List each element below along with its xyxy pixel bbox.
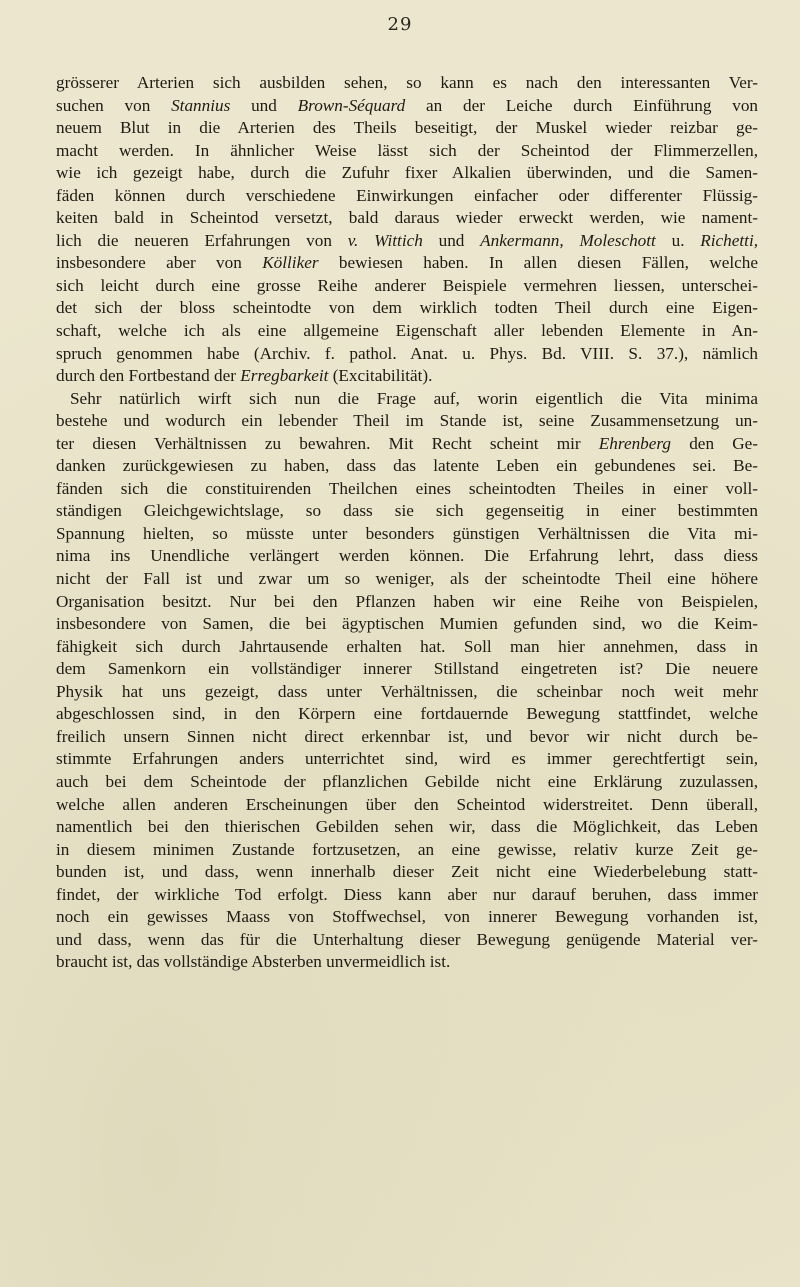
text-line [56,162,758,185]
text-line [56,839,758,862]
text-segment: Sehr natürlich wirft sich nun die Frage auf, worin eigentlich die Vita minima [70,388,758,408]
text-segment: noch ein gewisses Maass von Stoffwechsel, von innerer Bewegung vorhanden ist, [56,907,758,927]
text-line [56,72,758,95]
text-segment: an der Leiche durch Einführung von [405,95,759,115]
text-segment: spruch genommen habe (Archiv. f. pathol. Anat. u. Phys. Bd. VIII. S. 37.), nämlich [56,343,758,363]
italic-name: Kölliker [262,253,319,273]
text-segment: abgeschlossen sind, in den Körpern eine fortdauernde Bewegung stattfindet, welche [56,704,758,724]
text-line [56,906,758,929]
italic-name: Brown-Séquard [297,95,406,115]
italic-name: Ankermann, Moleschott [480,230,656,250]
text-segment: fäden können durch verschiedene Einwirkungen einfacher oder differenter Flüssig- [56,185,758,205]
text-segment: wie ich gezeigt habe, durch die Zufuhr fixer Alkalien überwinden, und die Samen- [56,163,758,183]
body-text [56,72,758,974]
text-segment: Physik hat uns gezeigt, dass unter Verhältnissen, die scheinbar noch weit mehr [56,681,758,701]
text-line [56,500,758,523]
text-line [56,861,758,884]
paragraph [56,72,758,388]
text-line [56,884,758,907]
italic-name: Stannius [171,95,231,115]
italic-name: Erregbarkeit [240,366,329,386]
text-line [56,433,758,456]
text-line [56,794,758,817]
text-line [56,343,758,366]
text-line [56,703,758,726]
text-line [56,771,758,794]
text-line [56,455,758,478]
text-segment: bewiesen haben. In allen diesen Fällen, welche [318,253,758,273]
text-line [56,545,758,568]
text-segment: den Ge- [671,433,758,453]
text-segment: auch bei dem Scheintode der pflanzlichen Gebilde nicht eine Erklärung zuzulassen, [56,771,758,791]
text-segment: insbesondere aber von [56,253,263,273]
text-segment: nima ins Unendliche verlängert werden können. Die Erfahrung lehrt, dass diess [56,546,758,566]
text-line [56,681,758,704]
text-segment: und [422,230,481,250]
text-line [56,726,758,749]
text-segment: dem Samenkorn ein vollständiger innerer Stillstand eingetreten ist? Die neuere [56,659,758,679]
text-line [56,185,758,208]
text-line [56,636,758,659]
text-segment: welche allen anderen Erscheinungen über den Scheintod widerstreitet. Denn überall, [56,794,758,814]
text-segment: nicht der Fall ist und zwar um so weniger, als der scheintodte Theil eine höhere [56,569,758,589]
text-segment: namentlich bei den thierischen Gebilden sehen wir, dass die Möglichkeit, das Leben [56,817,758,837]
text-segment: lich die neueren Erfahrungen von [56,230,348,250]
text-line [56,252,758,275]
text-segment: fänden sich die constituirenden Theilchen eines scheintodten Theiles in einer voll- [56,478,758,498]
text-line [56,117,758,140]
text-segment: in diesem minimen Zustande fortzusetzen, an eine gewisse, relativ kurze Zeit ge- [56,839,758,859]
text-line [56,207,758,230]
text-segment: u. [655,230,701,250]
text-segment: ter diesen Verhältnissen zu bewahren. Mit Recht scheint mir [56,433,599,453]
text-line [56,748,758,771]
text-line [56,658,758,681]
text-segment: macht werden. In ähnlicher Weise lässt sich der Scheintod der Flimmerzellen, [56,140,758,160]
text-line [56,523,758,546]
text-segment: ständigen Gleichgewichtslage, so dass sie sich gegenseitig in einer bestimmten [56,501,758,521]
text-segment: schaft, welche ich als eine allgemeine Eigenschaft aller lebenden Elemente in An- [56,321,758,341]
page-number: 29 [387,14,413,35]
text-line [56,478,758,501]
text-segment: sich leicht durch eine grosse Reihe anderer Beispiele vermehren liessen, unterschei- [56,275,758,295]
text-line [56,95,758,118]
text-segment: Spannung hielten, so müsste unter besonders günstigen Verhältnissen die Vita mi- [56,523,758,543]
text-line [56,275,758,298]
text-segment: suchen von [56,95,172,115]
text-line [56,297,758,320]
text-segment: det sich der bloss scheintodte von dem wirklich todten Theil durch eine Eigen- [56,298,758,318]
text-line [56,613,758,636]
text-segment: stimmte Erfahrungen anders unterrichtet sind, wird es immer gerechtfertigt sein, [56,749,758,769]
text-line [56,951,758,974]
text-segment: insbesondere von Samen, die bei ägyptischen Mumien gefunden sind, wo die Keim- [56,614,758,634]
text-segment: bunden ist, und dass, wenn innerhalb dieser Zeit nicht eine Wiederbelebung statt- [56,862,758,882]
text-segment: durch den Fortbestand der [56,366,241,386]
text-segment: findet, der wirkliche Tod erfolgt. Diess kann aber nur darauf beruhen, dass immer [56,884,758,904]
text-segment: bestehe und wodurch ein lebender Theil im Stande ist, seine Zusammensetzung un- [56,411,758,431]
text-line [56,929,758,952]
text-line [56,410,758,433]
text-segment: danken zurückgewiesen zu haben, dass das latente Leben ein gebundenes sei. Be- [56,456,758,476]
text-line [56,320,758,343]
text-segment: und dass, wenn das für die Unterhaltung dieser Bewegung genügende Material ver- [56,929,758,949]
text-line [56,816,758,839]
italic-name: Ehrenberg [598,433,672,453]
text-line [56,388,758,411]
text-line [56,365,758,388]
text-line [56,140,758,163]
italic-name: Richetti, [700,230,759,250]
paragraph [56,388,758,974]
text-segment: fähigkeit sich durch Jahrtausende erhalten hat. Soll man hier annehmen, dass in [56,636,758,656]
text-segment: freilich unsern Sinnen nicht direct erkennbar ist, und bevor wir nicht durch be- [56,726,758,746]
text-segment: und [230,95,298,115]
italic-name: v. Wittich [347,230,423,250]
text-line [56,568,758,591]
text-segment: keiten bald in Scheintod versetzt, bald daraus wieder erweckt werden, wie nament- [56,208,758,228]
text-segment: braucht ist, das vollständige Absterben unvermeidlich ist. [56,952,451,972]
text-line [56,230,758,253]
text-segment: Organisation besitzt. Nur bei den Pflanzen haben wir eine Reihe von Beispielen, [56,591,758,611]
text-line [56,591,758,614]
text-segment: neuem Blut in die Arterien des Theils beseitigt, der Muskel wieder reizbar ge- [56,118,758,138]
text-segment: grösserer Arterien sich ausbilden sehen, so kann es nach den interessanten Ver- [56,73,758,92]
text-segment: (Excitabilität). [328,366,433,386]
